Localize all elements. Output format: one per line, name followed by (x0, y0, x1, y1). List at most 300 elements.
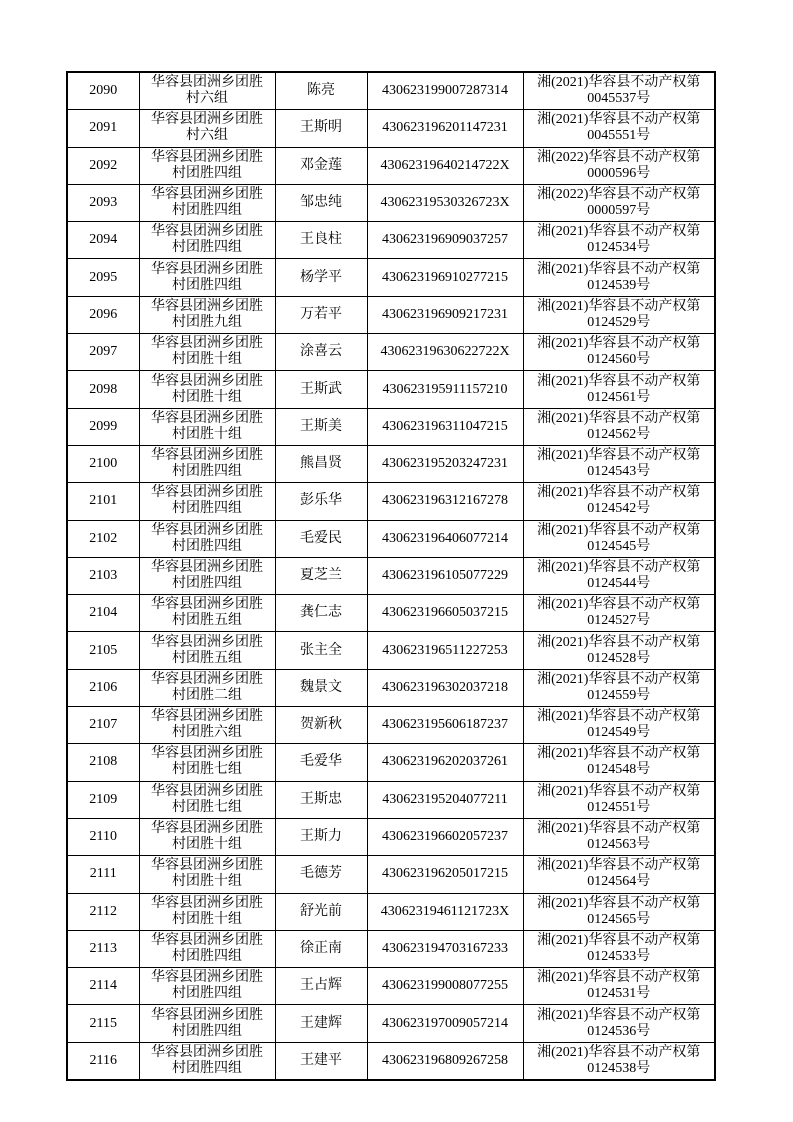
address-cell-text: 村六组 (186, 128, 228, 144)
certificate-number-cell-text: 湘(2021)华容县不动产权第 (537, 373, 701, 389)
registration-table-body (67, 72, 715, 1080)
holder-name-cell (275, 744, 367, 781)
serial-number-cell (67, 334, 139, 371)
certificate-number-cell-text: 湘(2021)华容县不动产权第 (537, 597, 701, 613)
certificate-number-cell (523, 259, 715, 296)
serial-number-cell (67, 296, 139, 333)
address-cell (139, 222, 275, 259)
certificate-number-cell-text: 0124565号 (587, 911, 651, 927)
address-cell (139, 334, 275, 371)
address-cell-text: 华容县团洲乡团胜 (151, 1007, 263, 1023)
certificate-number-cell-text: 0045537号 (587, 91, 651, 107)
id-number-cell (367, 930, 523, 967)
table-row (67, 184, 715, 221)
serial-number-cell-text: 2095 (89, 269, 118, 285)
certificate-number-cell (523, 930, 715, 967)
certificate-number-cell-text: 湘(2021)华容县不动产权第 (537, 560, 701, 575)
address-cell-text: 华容县团洲乡团胜 (151, 410, 263, 426)
serial-number-cell (67, 893, 139, 930)
holder-name-cell-text: 王斯美 (300, 418, 342, 434)
certificate-number-cell-text: 0124538号 (587, 1060, 651, 1076)
address-cell-text: 华容县团洲乡团胜 (151, 75, 263, 91)
id-number-cell-text: 430623196312167278 (382, 493, 508, 509)
address-cell (139, 669, 275, 706)
serial-number-cell (67, 371, 139, 408)
certificate-number-cell-text: 湘(2021)华容县不动产权第 (537, 75, 701, 91)
certificate-number-cell-text: 0124529号 (587, 314, 651, 330)
holder-name-cell (275, 930, 367, 967)
address-cell (139, 818, 275, 855)
id-number-cell-text: 43062319630622722X (380, 344, 510, 360)
serial-number-cell-text: 2093 (89, 195, 118, 211)
certificate-number-cell-text: 湘(2021)华容县不动产权第 (537, 634, 701, 650)
holder-name-cell-text: 王斯武 (300, 381, 342, 397)
holder-name-cell-text: 夏芝兰 (300, 568, 342, 583)
serial-number-cell (67, 72, 139, 110)
holder-name-cell (275, 483, 367, 520)
table-row (67, 259, 715, 296)
address-cell-text: 村团胜四组 (172, 277, 242, 293)
serial-number-cell-text: 2099 (89, 418, 118, 434)
address-cell-text: 村团胜四组 (172, 538, 242, 554)
serial-number-cell (67, 669, 139, 706)
certificate-number-cell-text: 0124559号 (587, 687, 651, 703)
holder-name-cell-text: 毛爱民 (300, 530, 342, 546)
address-cell-text: 村团胜五组 (172, 613, 242, 629)
certificate-number-cell-text: 湘(2021)华容县不动产权第 (537, 932, 701, 948)
holder-name-cell-text: 王建辉 (300, 1015, 342, 1031)
id-number-cell-text: 430623196201147231 (382, 120, 508, 136)
address-cell-text: 华容县团洲乡团胜 (151, 336, 263, 352)
id-number-cell-text: 43062319461121723X (380, 903, 510, 919)
address-cell-text: 村团胜四组 (172, 576, 242, 591)
holder-name-cell-text: 邹忠纯 (300, 195, 342, 211)
serial-number-cell-text: 2103 (89, 568, 118, 583)
holder-name-cell (275, 72, 367, 110)
certificate-number-cell (523, 856, 715, 893)
serial-number-cell-text: 2114 (89, 978, 117, 994)
address-cell-text: 村团胜十组 (172, 911, 242, 927)
address-cell-text: 华容县团洲乡团胜 (151, 858, 263, 874)
holder-name-cell-text: 王建平 (300, 1052, 342, 1068)
address-cell-text: 村团胜四组 (172, 1060, 242, 1076)
certificate-number-cell (523, 557, 715, 594)
certificate-number-cell (523, 781, 715, 818)
serial-number-cell (67, 445, 139, 482)
holder-name-cell (275, 334, 367, 371)
holder-name-cell-text: 龚仁志 (300, 605, 342, 621)
address-cell-text: 华容县团洲乡团胜 (151, 746, 263, 762)
serial-number-cell (67, 557, 139, 594)
serial-number-cell-text: 2101 (89, 493, 118, 509)
certificate-number-cell (523, 744, 715, 781)
id-number-cell (367, 595, 523, 632)
address-cell (139, 184, 275, 221)
certificate-number-cell (523, 334, 715, 371)
certificate-number-cell-text: 0124548号 (587, 762, 651, 778)
address-cell-text: 华容县团洲乡团胜 (151, 634, 263, 650)
holder-name-cell (275, 818, 367, 855)
holder-name-cell (275, 632, 367, 669)
serial-number-cell-text: 2107 (89, 717, 118, 733)
id-number-cell (367, 968, 523, 1005)
certificate-number-cell (523, 669, 715, 706)
holder-name-cell-text: 熊昌贤 (300, 456, 342, 472)
serial-number-cell (67, 408, 139, 445)
address-cell-text: 村团胜十组 (172, 426, 242, 442)
holder-name-cell-text: 毛德芳 (300, 866, 342, 882)
address-cell-text: 华容县团洲乡团胜 (151, 895, 263, 911)
serial-number-cell-text: 2110 (89, 829, 117, 845)
address-cell-text: 村六组 (186, 91, 228, 107)
id-number-cell (367, 707, 523, 744)
table-row (67, 744, 715, 781)
id-number-cell (367, 744, 523, 781)
holder-name-cell-text: 陈亮 (307, 83, 335, 99)
address-cell-text: 村团胜九组 (172, 314, 242, 330)
certificate-number-cell-text: 湘(2021)华容县不动产权第 (537, 858, 701, 874)
certificate-number-cell-text: 湘(2021)华容县不动产权第 (537, 821, 701, 837)
address-cell (139, 781, 275, 818)
id-number-cell (367, 110, 523, 147)
address-cell-text: 村团胜六组 (172, 725, 242, 741)
address-cell-text: 华容县团洲乡团胜 (151, 932, 263, 948)
certificate-number-cell (523, 483, 715, 520)
address-cell-text: 村团胜四组 (172, 1023, 242, 1039)
id-number-cell (367, 893, 523, 930)
certificate-number-cell (523, 595, 715, 632)
certificate-number-cell-text: 0124549号 (587, 725, 651, 741)
holder-name-cell-text: 舒光前 (300, 903, 342, 919)
certificate-number-cell (523, 818, 715, 855)
table-row (67, 520, 715, 557)
certificate-number-cell (523, 222, 715, 259)
address-cell-text: 华容县团洲乡团胜 (151, 112, 263, 128)
certificate-number-cell (523, 1042, 715, 1080)
holder-name-cell (275, 1005, 367, 1042)
holder-name-cell (275, 222, 367, 259)
table-row (67, 483, 715, 520)
holder-name-cell-text: 王斯力 (300, 829, 342, 845)
id-number-cell-text: 43062319530326723X (380, 195, 510, 211)
certificate-number-cell-text: 0124545号 (587, 538, 651, 554)
certificate-number-cell (523, 147, 715, 184)
address-cell (139, 110, 275, 147)
address-cell (139, 632, 275, 669)
certificate-number-cell (523, 968, 715, 1005)
id-number-cell-text: 430623196602057237 (382, 829, 508, 845)
serial-number-cell-text: 2108 (89, 754, 118, 770)
address-cell (139, 72, 275, 110)
id-number-cell-text: 430623196605037215 (382, 605, 508, 621)
id-number-cell (367, 520, 523, 557)
certificate-number-cell-text: 0124531号 (587, 986, 651, 1002)
certificate-number-cell-text: 湘(2021)华容县不动产权第 (537, 336, 701, 352)
id-number-cell (367, 334, 523, 371)
serial-number-cell (67, 1005, 139, 1042)
table-row (67, 334, 715, 371)
certificate-number-cell-text: 湘(2021)华容县不动产权第 (537, 112, 701, 128)
address-cell (139, 1005, 275, 1042)
serial-number-cell-text: 2105 (89, 642, 118, 658)
id-number-cell (367, 818, 523, 855)
serial-number-cell-text: 2096 (89, 306, 118, 322)
holder-name-cell-text: 涂喜云 (300, 344, 342, 360)
holder-name-cell (275, 371, 367, 408)
address-cell (139, 557, 275, 594)
certificate-number-cell-text: 0045551号 (587, 128, 651, 144)
serial-number-cell-text: 2092 (89, 157, 118, 173)
certificate-number-cell-text: 湘(2022)华容县不动产权第 (537, 187, 701, 203)
certificate-number-cell-text: 湘(2021)华容县不动产权第 (537, 261, 701, 277)
address-cell-text: 华容县团洲乡团胜 (151, 671, 263, 687)
serial-number-cell-text: 2111 (89, 866, 117, 882)
id-number-cell-text: 430623199007287314 (382, 83, 508, 99)
certificate-number-cell (523, 707, 715, 744)
address-cell (139, 408, 275, 445)
id-number-cell-text: 430623196311047215 (382, 418, 508, 434)
address-cell-text: 村团胜十组 (172, 837, 242, 853)
certificate-number-cell (523, 520, 715, 557)
certificate-number-cell-text: 湘(2021)华容县不动产权第 (537, 1007, 701, 1023)
certificate-number-cell-text: 0124542号 (587, 501, 651, 517)
certificate-number-cell-text: 0124528号 (587, 650, 651, 666)
id-number-cell (367, 72, 523, 110)
serial-number-cell-text: 2116 (89, 1052, 117, 1068)
holder-name-cell-text: 贺新秋 (300, 717, 342, 733)
serial-number-cell-text: 2115 (89, 1015, 117, 1031)
holder-name-cell-text: 王良柱 (300, 232, 342, 248)
serial-number-cell-text: 2090 (89, 83, 118, 99)
address-cell (139, 744, 275, 781)
address-cell-text: 华容县团洲乡团胜 (151, 597, 263, 613)
address-cell-text: 村团胜七组 (172, 799, 242, 815)
holder-name-cell (275, 968, 367, 1005)
address-cell-text: 华容县团洲乡团胜 (151, 373, 263, 389)
certificate-number-cell-text: 0124543号 (587, 464, 651, 480)
certificate-number-cell-text: 湘(2021)华容县不动产权第 (537, 783, 701, 799)
id-number-cell (367, 632, 523, 669)
address-cell-text: 华容县团洲乡团胜 (151, 783, 263, 799)
id-number-cell (367, 781, 523, 818)
address-cell-text: 华容县团洲乡团胜 (151, 970, 263, 986)
serial-number-cell (67, 632, 139, 669)
address-cell (139, 445, 275, 482)
serial-number-cell-text: 2102 (89, 530, 118, 546)
holder-name-cell (275, 893, 367, 930)
id-number-cell-text: 430623195911157210 (382, 381, 508, 397)
holder-name-cell-text: 王斯忠 (300, 791, 342, 807)
address-cell-text: 村团胜七组 (172, 762, 242, 778)
serial-number-cell (67, 818, 139, 855)
certificate-number-cell-text: 湘(2021)华容县不动产权第 (537, 895, 701, 911)
id-number-cell-text: 430623196105077229 (382, 568, 508, 583)
address-cell-text: 村团胜十组 (172, 352, 242, 368)
certificate-number-cell-text: 0124561号 (587, 389, 651, 405)
id-number-cell (367, 296, 523, 333)
certificate-number-cell-text: 湘(2021)华容县不动产权第 (537, 522, 701, 538)
serial-number-cell (67, 744, 139, 781)
serial-number-cell (67, 184, 139, 221)
serial-number-cell-text: 2109 (89, 791, 118, 807)
address-cell (139, 483, 275, 520)
certificate-number-cell-text: 湘(2021)华容县不动产权第 (537, 709, 701, 725)
serial-number-cell (67, 968, 139, 1005)
certificate-number-cell-text: 0124544号 (587, 576, 651, 591)
serial-number-cell (67, 595, 139, 632)
serial-number-cell-text: 2113 (89, 940, 117, 956)
serial-number-cell (67, 110, 139, 147)
certificate-number-cell-text: 0000596号 (587, 165, 651, 181)
id-number-cell-text: 430623196909217231 (382, 306, 508, 322)
id-number-cell (367, 483, 523, 520)
address-cell-text: 村团胜四组 (172, 501, 242, 517)
address-cell-text: 华容县团洲乡团胜 (151, 224, 263, 240)
table-row (67, 856, 715, 893)
address-cell (139, 520, 275, 557)
address-cell-text: 村团胜四组 (172, 948, 242, 964)
address-cell-text: 华容县团洲乡团胜 (151, 522, 263, 538)
table-row (67, 147, 715, 184)
id-number-cell-text: 430623196406077214 (382, 530, 508, 546)
address-cell (139, 147, 275, 184)
certificate-number-cell (523, 110, 715, 147)
certificate-number-cell-text: 0124564号 (587, 874, 651, 890)
id-number-cell (367, 222, 523, 259)
address-cell-text: 华容县团洲乡团胜 (151, 560, 263, 575)
id-number-cell-text: 430623196302037218 (382, 679, 508, 695)
serial-number-cell (67, 147, 139, 184)
certificate-number-cell-text: 湘(2021)华容县不动产权第 (537, 485, 701, 501)
id-number-cell (367, 557, 523, 594)
certificate-number-cell-text: 0124563号 (587, 837, 651, 853)
id-number-cell-text: 430623195204077211 (382, 791, 508, 807)
id-number-cell (367, 1042, 523, 1080)
address-cell (139, 856, 275, 893)
holder-name-cell (275, 595, 367, 632)
address-cell (139, 296, 275, 333)
id-number-cell-text: 430623196205017215 (382, 866, 508, 882)
holder-name-cell-text: 王占辉 (300, 978, 342, 994)
certificate-number-cell-text: 0124536号 (587, 1023, 651, 1039)
certificate-number-cell-text: 0124534号 (587, 240, 651, 256)
table-row (67, 968, 715, 1005)
certificate-number-cell-text: 湘(2021)华容县不动产权第 (537, 448, 701, 464)
table-row (67, 110, 715, 147)
holder-name-cell (275, 856, 367, 893)
holder-name-cell-text: 邓金莲 (300, 157, 342, 173)
certificate-number-cell-text: 湘(2022)华容县不动产权第 (537, 149, 701, 165)
address-cell-text: 村团胜四组 (172, 240, 242, 256)
certificate-number-cell (523, 1005, 715, 1042)
holder-name-cell-text: 徐正南 (300, 940, 342, 956)
table-row (67, 72, 715, 110)
certificate-number-cell-text: 湘(2021)华容县不动产权第 (537, 298, 701, 314)
certificate-number-cell-text: 湘(2021)华容县不动产权第 (537, 1044, 701, 1060)
table-row (67, 371, 715, 408)
id-number-cell-text: 430623195606187237 (382, 717, 508, 733)
address-cell-text: 村团胜二组 (172, 687, 242, 703)
address-cell-text: 村团胜十组 (172, 874, 242, 890)
serial-number-cell (67, 259, 139, 296)
address-cell-text: 华容县团洲乡团胜 (151, 1044, 263, 1060)
certificate-number-cell (523, 893, 715, 930)
address-cell-text: 村团胜四组 (172, 203, 242, 219)
address-cell-text: 华容县团洲乡团胜 (151, 298, 263, 314)
table-row (67, 781, 715, 818)
address-cell-text: 村团胜四组 (172, 986, 242, 1002)
holder-name-cell (275, 520, 367, 557)
address-cell (139, 893, 275, 930)
table-row (67, 818, 715, 855)
holder-name-cell (275, 147, 367, 184)
certificate-number-cell (523, 371, 715, 408)
table-row (67, 557, 715, 594)
holder-name-cell (275, 259, 367, 296)
serial-number-cell (67, 222, 139, 259)
id-number-cell (367, 259, 523, 296)
address-cell-text: 华容县团洲乡团胜 (151, 261, 263, 277)
holder-name-cell (275, 557, 367, 594)
certificate-number-cell (523, 445, 715, 482)
address-cell-text: 村团胜十组 (172, 389, 242, 405)
address-cell-text: 华容县团洲乡团胜 (151, 448, 263, 464)
serial-number-cell-text: 2098 (89, 381, 118, 397)
certificate-number-cell-text: 0000597号 (587, 203, 651, 219)
holder-name-cell-text: 张主全 (300, 642, 342, 658)
certificate-number-cell-text: 湘(2021)华容县不动产权第 (537, 671, 701, 687)
certificate-number-cell-text: 湘(2021)华容县不动产权第 (537, 410, 701, 426)
holder-name-cell (275, 781, 367, 818)
id-number-cell-text: 430623196909037257 (382, 232, 508, 248)
id-number-cell-text: 430623196809267258 (382, 1052, 508, 1068)
id-number-cell-text: 430623196202037261 (382, 754, 508, 770)
address-cell-text: 华容县团洲乡团胜 (151, 821, 263, 837)
certificate-number-cell (523, 632, 715, 669)
table-row (67, 595, 715, 632)
table-row (67, 930, 715, 967)
holder-name-cell (275, 669, 367, 706)
certificate-number-cell-text: 0124527号 (587, 613, 651, 629)
address-cell (139, 259, 275, 296)
serial-number-cell-text: 2112 (89, 903, 117, 919)
id-number-cell-text: 43062319640214722X (380, 157, 510, 173)
address-cell-text: 华容县团洲乡团胜 (151, 149, 263, 165)
certificate-number-cell-text: 0124539号 (587, 277, 651, 293)
address-cell-text: 村团胜四组 (172, 464, 242, 480)
id-number-cell (367, 669, 523, 706)
certificate-number-cell (523, 72, 715, 110)
id-number-cell (367, 184, 523, 221)
id-number-cell (367, 371, 523, 408)
id-number-cell (367, 408, 523, 445)
id-number-cell-text: 430623194703167233 (382, 940, 508, 956)
serial-number-cell (67, 781, 139, 818)
id-number-cell-text: 430623196910277215 (382, 269, 508, 285)
holder-name-cell-text: 万若平 (300, 306, 342, 322)
holder-name-cell-text: 杨学平 (300, 269, 342, 285)
address-cell-text: 华容县团洲乡团胜 (151, 485, 263, 501)
certificate-number-cell (523, 184, 715, 221)
id-number-cell-text: 430623199008077255 (382, 978, 508, 994)
certificate-number-cell-text: 0124533号 (587, 948, 651, 964)
serial-number-cell-text: 2104 (89, 605, 118, 621)
holder-name-cell-text: 魏景文 (300, 679, 342, 695)
serial-number-cell-text: 2106 (89, 679, 118, 695)
table-row (67, 707, 715, 744)
holder-name-cell (275, 296, 367, 333)
certificate-number-cell-text: 0124560号 (587, 352, 651, 368)
